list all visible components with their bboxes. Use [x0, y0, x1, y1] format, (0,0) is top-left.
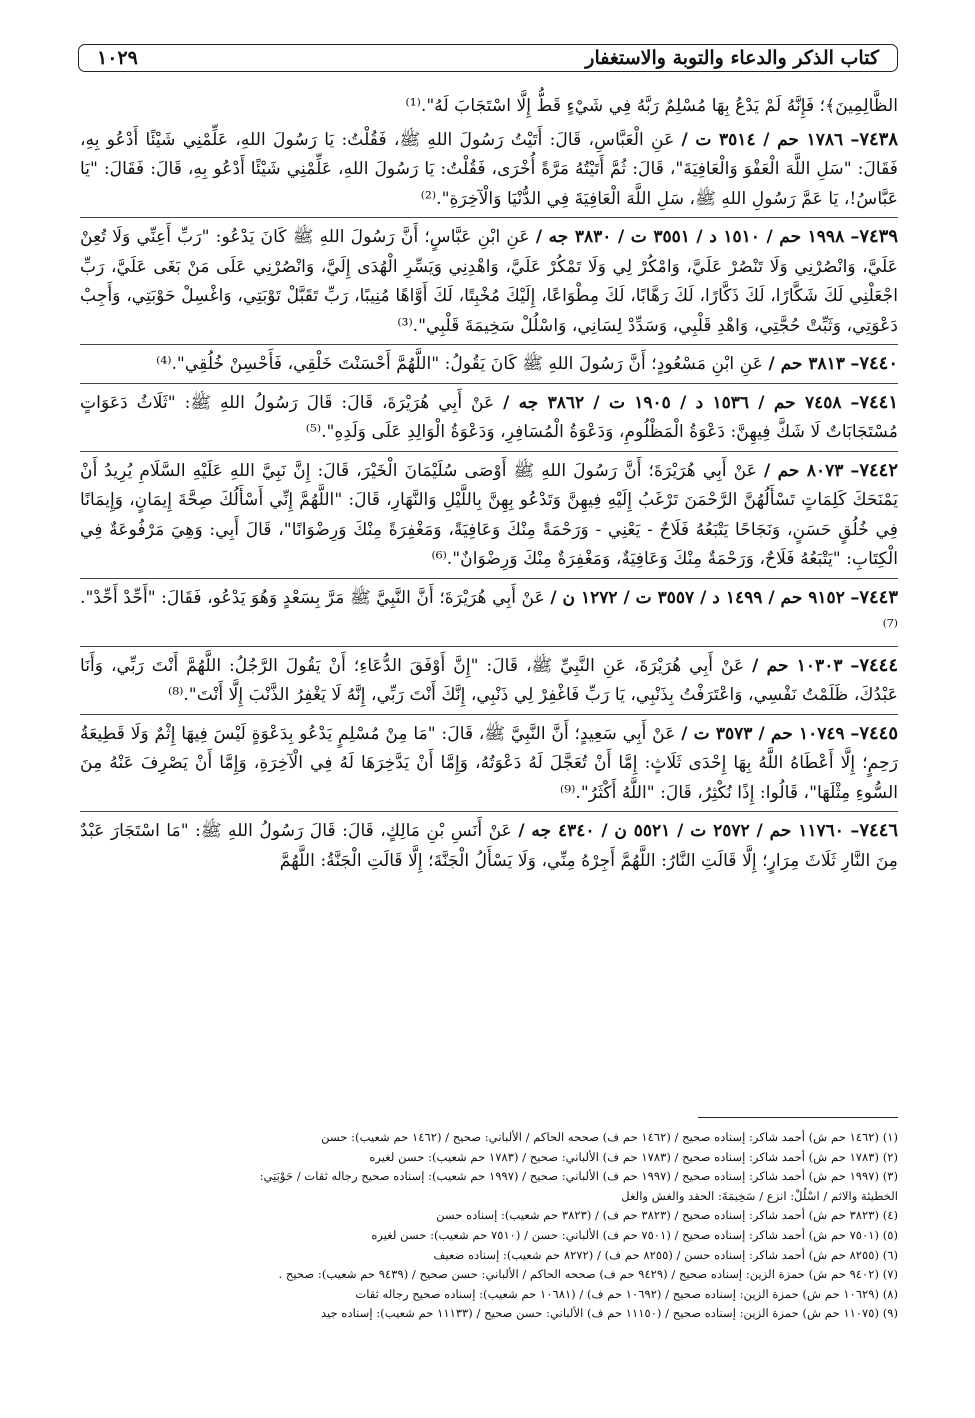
entry-divider — [80, 811, 898, 812]
entry-refs: ١١٧٦٠ حم / ٢٥٧٢ ت / ٥٥٢١ ن / ٤٣٤٠ جه / — [518, 821, 844, 841]
hadith-entry — [80, 816, 898, 876]
entry-text: عَنْ أَبِي هُرَيْرَةَ؛ أَنَّ النَّبِيَّ ﷺ مَرَّ بِسَعْدٍ وَهُوَ يَدْعُو، فَقَالَ: "أَحِّدْ أَحِّدْ".⁽⁷⁾ — [80, 587, 898, 637]
intro-line: الظَّالِمِينَ﴾؛ فَإِنَّهُ لَمْ يَدْعُ بِهَا مُسْلِمٌ رَبَّهُ فِي شَيْءٍ قَطُّ إِلَّا اسْتَجَابَ لَهُ".⁽¹⁾ — [405, 96, 898, 116]
hadith-entry — [80, 222, 898, 341]
entry-text: عَنْ أَبِي هُرَيْرَةَ، عَنِ النَّبِيِّ ﷺ، قَالَ: "إِنَّ أَوْفَقَ الدُّعَاءِ؛ أَنْ يَقُولَ الرَّجُلُ: اللَّهُمَّ أَنْتَ رَبِّي، وَأَنَا عَبْدُكَ، ظَلَمْتُ نَفْسِي، وَاعْتَرَفْتُ بِذَنْبِي، يَا رَبِّ فَاغْفِرْ لِي ذَنْبِي، إِنَّكَ أَنْتَ رَبِّي، إِنَّهُ لَا يَغْفِرُ الذَّنْبَ إِلَّا أَنْتَ".⁽⁸⁾ — [80, 655, 898, 705]
entry-divider — [80, 451, 898, 452]
footnote-separator — [698, 1117, 898, 1118]
hadith-entry — [80, 125, 898, 215]
entry-number: ٧٤٤٢– — [850, 459, 899, 481]
footnote: (٧) (٩٤٠٢ حم ش) حمزة الزين: إسناده صحيح / (٩٤٢٩ حم ف) صححه الحاكم / الألباني: حسن صحيح / (٩٤٣٩ حم شعيب): صحيح . — [278, 1267, 898, 1282]
entry-divider — [80, 217, 898, 218]
entry-refs: ١٧٨٦ حم / ٣٥١٤ ت / — [681, 129, 844, 150]
entry-divider — [80, 578, 898, 579]
book-title: كتاب الذكر والدعاء والتوبة والاستغفار — [585, 47, 879, 69]
footnote: (٩) (١١٠٧٥ حم ش) حمزة الزين: إسناده صحيح / (١١١٥٠ حم ف) الألباني: حسن صحيح / (١١١٣٣ حم شعيب): إسناده جيد — [320, 1306, 898, 1321]
entry-divider — [80, 714, 898, 715]
footnote: (٨) (١٠٦٢٩ حم ش) حمزة الزين: إسناده صحيح / (١٠٦٩٢ حم ف) / (١٠٦٨١ حم شعيب): إسناده صحيح رجاله ثقات — [355, 1286, 898, 1301]
entry-divider — [80, 344, 898, 345]
page-header — [78, 44, 898, 72]
hadith-entry — [80, 388, 898, 448]
entry-refs: ١٠٧٤٩ حم / ٣٥٧٣ ت / — [681, 723, 845, 744]
hadith-entry — [80, 651, 898, 711]
entry-number: ٧٤٤٣– — [850, 586, 899, 608]
hadith-entry — [80, 719, 898, 809]
entry-text: عَنْ أَبِي سَعِيدٍ؛ أَنَّ النَّبِيَّ ﷺ، قَالَ: "مَا مِنْ مُسْلِمٍ يَدْعُو بِدَعْوَةٍ لَيْسَ فِيهَا إِثْمٌ وَلَا قَطِيعَةُ رَحِمٍ؛ إِلَّا أَعْطَاهُ اللَّهُ بِهَا إِحْدَى ثَلَاثٍ: إِمَّا أَنْ تُعَجَّلَ لَهُ دَعْوَتُهُ، وَإِمَّا أَنْ يَدَّخِرَهَا لَهُ فِي الْآخِرَةِ، وَإِمَّا أَنْ يَصْرِفَ عَنْهُ مِنَ السُّوءِ مِثْلَهَا"، قَالُوا: إِذًا نُكْثِرُ، قَالَ: "اللَّهُ أَكْثَرُ".⁽⁹⁾ — [80, 723, 898, 803]
footnotes — [80, 1128, 898, 1324]
footnote: (٤) (٣٨٢٣ حم ش) أحمد شاكر: إسناده صحيح / (٣٨٢٣ حم ف) / (٣٨٢٣ حم شعيب): إسناده حسن — [436, 1208, 898, 1223]
entry-refs: ٣٨١٣ حم / — [768, 354, 845, 374]
footnote-continuation: الخطيئة والاثم / اسْلُلْ: انزع / سَخِيمَةَ: الحقد والغش والغل — [621, 1188, 898, 1203]
entry-number: ٧٤٤٤– — [850, 654, 898, 676]
entry-divider — [80, 646, 898, 647]
entry-refs: ٨٠٧٣ حم / — [763, 460, 844, 481]
entry-divider — [80, 383, 898, 384]
entry-number: ٧٤٤١– — [850, 391, 899, 413]
entry-number: ٧٤٤٦– — [850, 820, 899, 841]
hadith-entry — [80, 349, 898, 380]
entry-number: ٧٤٣٨– — [850, 128, 898, 150]
footnote: (٣) (١٩٩٧ حم ش) أحمد شاكر: إسناده صحيح / (١٩٩٧ حم ف) الألباني: صحيح / (١٩٩٧ حم شعيب): إسناده صحيح رجاله ثقات / حَوْبَتِي: — [259, 1169, 898, 1184]
hadith-entry — [80, 583, 898, 643]
page-number: ١٠٢٩ — [97, 47, 138, 69]
footnote: (٢) (١٧٨٣ حم ش) أحمد شاكر: إسناده صحيح / (١٧٨٣ حم ف) الألباني: صحيح / (١٧٨٣ حم شعيب): حسن لغيره — [369, 1149, 898, 1164]
entry-text: عَنْ أَبِي هُرَيْرَةَ؛ أَنَّ رَسُولَ اللهِ ﷺ أَوْصَى سُلَيْمَانَ الْخَيْرَ، قَالَ: إِنَّ نَبِيَّ اللهِ عَلَيْهِ السَّلَامِ يُرِيدُ أَنْ يَمْنَحَكَ كَلِمَاتٍ تَسْأَلُهُنَّ الرَّحْمَنَ تَرْغَبُ إِلَيْهِ فِيهِنَّ وَتَدْعُو بِهِنَّ بِاللَّيْلِ وَالنَّهَارِ، قَالَ: "اللَّهُمَّ إِنِّي أَسْأَلُكَ صِحَّةَ إِيمَانٍ، وَإِيمَانًا فِي خُلُقٍ حَسَنٍ، وَنَجَاحًا يَتْبَعُهُ فَلَاحٌ - يَعْنِي - وَرَحْمَةً مِنْكَ وَعَافِيَةً، وَمَغْفِرَةً مِنْكَ وَرِضْوَانًا"، قَالَ أَبِي: وَهِيَ مَرْفُوعَةٌ فِي الْكِتَابِ: "يَتْبَعُهُ فَلَاحٌ، وَرَحْمَةٌ مِنْكَ وَعَافِيَةٌ، وَمَغْفِرَةٌ مِنْكَ وَرِضْوَانٌ".⁽⁶⁾ — [80, 460, 898, 569]
hadith-entry — [80, 456, 898, 575]
entry-refs: ٩١٥٢ حم / ١٤٩٩ د / ٣٥٥٧ ت / ١٢٧٢ ن / — [550, 587, 845, 608]
entry-text: عَنْ أَنَسِ بْنِ مَالِكٍ، قَالَ: قَالَ رَسُولُ اللهِ ﷺ: "مَا اسْتَجَارَ عَبْدٌ مِنَ النَّارِ ثَلَاثَ مِرَارٍ؛ إِلَّا قَالَتِ النَّارُ: اللَّهُمَّ أَجِرْهُ مِنِّي، وَلَا يَسْأَلُ الْجَنَّةَ؛ إِلَّا قَالَتِ الْجَنَّةُ: اللَّهُمَّ — [80, 821, 898, 871]
footnote: (٦) (٨٢٥٥ حم ش) أحمد شاكر: إسناده حسن / (٨٢٥٥ حم ف) / (٨٢٧٢ حم شعيب): إسناده ضعيف — [433, 1247, 898, 1262]
entry-number: ٧٤٤٥– — [850, 722, 898, 744]
entry-refs: ٧٤٥٨ حم / ١٥٣٦ د / ١٩٠٥ ت / ٣٨٦٢ جه / — [503, 392, 842, 413]
entry-text: عَنِ ابْنِ عَبَّاسٍ؛ أَنَّ رَسُولَ اللهِ ﷺ كَانَ يَدْعُو: "رَبِّ أَعِنِّي وَلَا تُعِنْ عَلَيَّ، وَانْصُرْنِي وَلَا تَنْصُرْ عَلَيَّ، وَامْكُرْ لِي وَلَا تَمْكُرْ عَلَيَّ، وَاهْدِنِي وَيَسِّرِ الْهُدَى إِلَيَّ، وَانْصُرْنِي عَلَى مَنْ بَغَى عَلَيَّ، رَبِّ اجْعَلْنِي لَكَ شَكَّارًا، لَكَ ذَكَّارًا، لَكَ رَهَّابًا، لَكَ مِطْوَاعًا، إِلَيْكَ مُخْبِتًا، لَكَ أَوَّاهًا مُنِيبًا، رَبِّ تَقَبَّلْ تَوْبَتِي، وَاغْسِلْ حَوْبَتِي، وَأَجِبْ دَعْوَتِي، وَثَبِّتْ حُجَّتِي، وَاهْدِ قَلْبِي، وَسَدِّدْ لِسَانِي، وَاسْلُلْ سَخِيمَةَ قَلْبِي".⁽³⁾ — [80, 227, 898, 336]
entry-refs: ١٠٣٠٣ حم / — [752, 655, 843, 676]
footnote: (٥) (٧٥٠١ حم ش) أحمد شاكر: إسناده صحيح / (٧٥٠١ حم ف) الألباني: حسن / (٧٥١٠ حم شعيب): حسن لغيره — [371, 1227, 898, 1242]
main-text — [80, 92, 898, 879]
entry-text: عَنْ أَبِي هُرَيْرَةَ، قَالَ: قَالَ رَسُولُ اللهِ ﷺ: "ثَلَاثُ دَعَوَاتٍ مُسْتَجَابَاتٌ لَا شَكَّ فِيهِنَّ: دَعْوَةُ الْمَظْلُومِ، وَدَعْوَةُ الْمُسَافِرِ، وَدَعْوَةُ الْوَالِدِ عَلَى وَلَدِهِ".⁽⁵⁾ — [80, 392, 898, 442]
entry-text: عَنِ ابْنِ مَسْعُودٍ؛ أَنَّ رَسُولَ اللهِ ﷺ كَانَ يَقُولُ: "اللَّهُمَّ أَحْسَنْتَ خَلْقِي، فَأَحْسِنْ خُلُقِي".⁽⁴⁾ — [156, 354, 763, 374]
footnote: (١) (١٤٦٢ حم ش) أحمد شاكر: إسناده صحيح / (١٤٦٢ حم ف) صححه الحاكم / الألباني: صحيح / (١٤٦٢ حم شعيب): حسن — [321, 1130, 898, 1144]
entry-number: ٧٤٣٩– — [850, 226, 898, 247]
entry-number: ٧٤٤٠– — [850, 353, 898, 374]
entry-text: عَنِ الْعَبَّاسِ، قَالَ: أَتَيْتُ رَسُولَ اللهِ ﷺ، فَقُلْتُ: يَا رَسُولَ اللهِ، عَلِّمْنِي شَيْئًا أَدْعُو بِهِ، فَقَالَ: "سَلِ اللَّهَ الْعَفْوَ وَالْعَافِيَةَ"، قَالَ: ثُمَّ أَتَيْتُهُ مَرَّةً أُخْرَى، فَقُلْتُ: يَا رَسُولَ اللهِ، عَلِّمْنِي شَيْئًا أَدْعُو بِهِ، قَالَ: فَقَالَ: "يَا عَبَّاسُ!، يَا عَمَّ رَسُولِ اللهِ ﷺ، سَلِ اللَّهَ الْعَافِيَةَ فِي الدُّنْيَا وَالْآخِرَةِ".⁽²⁾ — [80, 129, 898, 209]
entry-refs: ١٩٩٨ حم / ١٥١٠ د / ٣٥٥١ ت / ٣٨٣٠ جه / — [535, 227, 845, 247]
